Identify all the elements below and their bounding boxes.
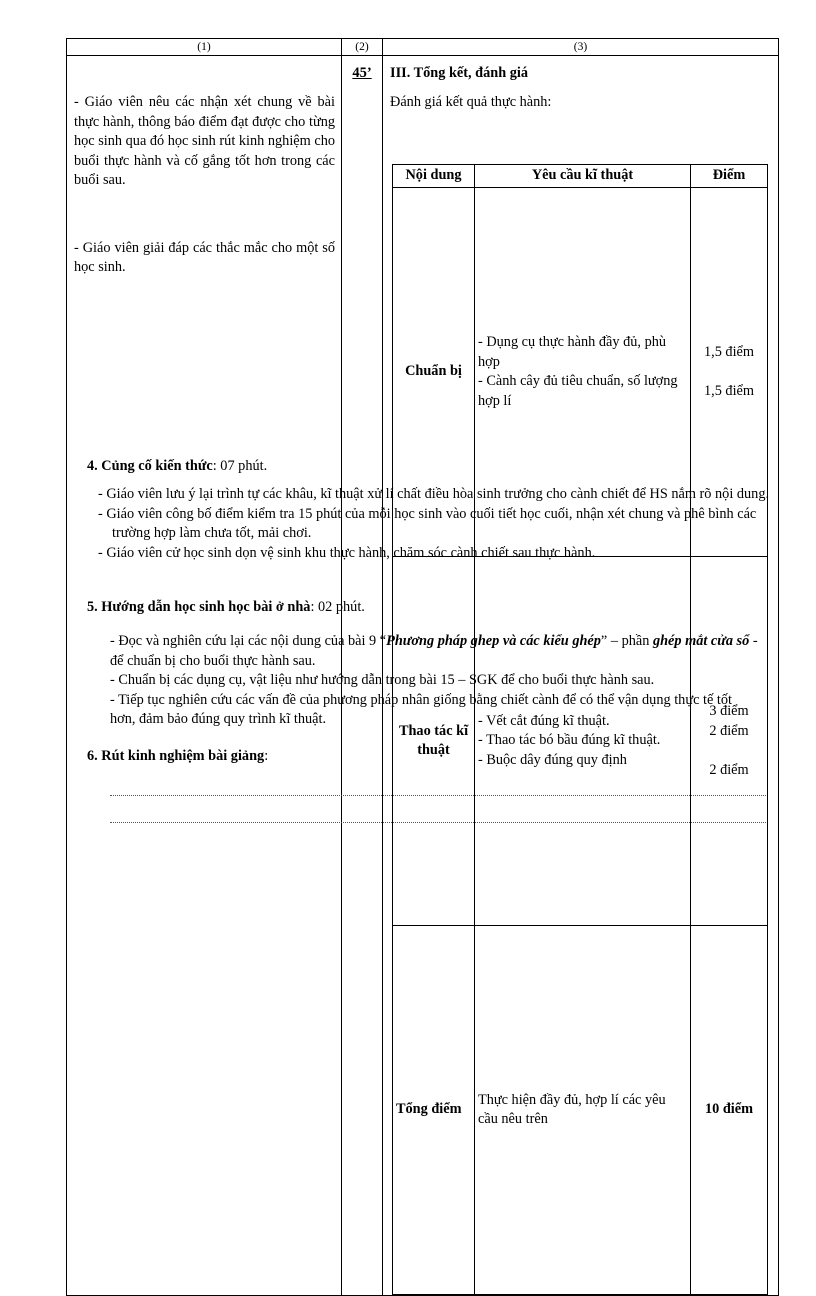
section-5-item-3: - Tiếp tục nghiên cứu các vấn đề của phương pháp nhân giống bằng chiết cành để có thể vận dụng thực tế tốt hơn, đảm bảo đúng quy trình kĩ thuật. bbox=[110, 691, 732, 727]
prep-label: Chuẩn bị bbox=[393, 188, 475, 557]
table-header-row bbox=[67, 39, 779, 56]
section-title: III. Tổng kết, đánh giá bbox=[390, 65, 528, 81]
rubric-header-requirement: Yêu cầu kĩ thuật bbox=[475, 165, 691, 188]
section-4-list bbox=[98, 485, 770, 563]
section-4-title: 4. Củng cố kiến thức bbox=[87, 458, 213, 474]
rubric-row-technique bbox=[393, 557, 768, 926]
answer-line bbox=[110, 822, 766, 823]
section-6-title: 6. Rút kinh nghiệm bài giảng bbox=[87, 748, 265, 764]
rubric-header-score: Điểm bbox=[691, 165, 768, 188]
time-value: 45’ bbox=[352, 65, 372, 81]
technique-scores bbox=[691, 557, 768, 926]
col-header-3: (3) bbox=[383, 39, 779, 56]
prep-req-1: - Dụng cụ thực hành đầy đủ, phù hợp bbox=[478, 334, 667, 370]
tech-score-2: 2 điểm bbox=[709, 722, 749, 739]
total-label: Tổng điểm bbox=[393, 926, 475, 1295]
item1-lesson-title: Phương pháp ghep và các kiểu ghép bbox=[386, 633, 601, 649]
section-5-title: 5. Hướng dẫn học sinh học bài ở nhà bbox=[87, 599, 311, 615]
prep-score-2: 1,5 điểm bbox=[703, 383, 755, 399]
col-header-1: (1) bbox=[67, 39, 342, 56]
teacher-activity-2: - Giáo viên giải đáp các thắc mắc cho một số học sinh. bbox=[74, 239, 335, 275]
section-4-item: - Giáo viên lưu ý lại trình tự các khâu, kĩ thuật xử lí chất điều hòa sinh trưởng cho cành chiết để HS nắm rõ nội dung. bbox=[98, 486, 770, 502]
rubric-table bbox=[392, 164, 768, 1295]
item1-part-name: ghép mắt cửa sổ bbox=[652, 633, 750, 649]
teacher-activity-1: - Giáo viên nêu các nhận xét chung về bài thực hành, thông báo điểm đạt được cho từng học sinh qua đó học sinh rút kinh nghiệm cho buổi thực hành và cố gắng tốt hơn trong các buổi sau. bbox=[74, 94, 335, 188]
tech-req-3: - Buộc dây đúng quy định bbox=[478, 751, 627, 768]
tech-req-2: - Thao tác bó bầu đúng kĩ thuật. bbox=[478, 732, 661, 749]
section-5-time: : 02 phút. bbox=[310, 599, 365, 615]
item1-text-a: - Đọc và nghiên cứu lại các nội dung của bài 9 “ bbox=[110, 633, 387, 649]
section-subtitle: Đánh giá kết quả thực hành: bbox=[390, 94, 552, 110]
item1-text-e: - để chuẩn bị cho buổi thực hành sau. bbox=[110, 633, 758, 669]
tech-score-3: 2 điểm bbox=[709, 761, 749, 778]
rubric-header-row bbox=[393, 165, 768, 188]
col-header-2: (2) bbox=[342, 39, 383, 56]
technique-requirements bbox=[475, 557, 691, 926]
section-4-item: - Giáo viên cử học sinh dọn vệ sinh khu thực hành, chăm sóc cành chiết sau thực hành. bbox=[98, 544, 596, 561]
technique-label: Thao tác kĩ thuật bbox=[393, 557, 475, 926]
item1-text-c: ” – phần bbox=[600, 633, 653, 649]
section-4-item: - Giáo viên công bố điểm kiểm tra 15 phút của mỗi học sinh vào cuối tiết học cuối, nhận xét chung và phê bình các trường hợp làm chưa tốt, mải chơi. bbox=[98, 505, 757, 541]
section-4-heading bbox=[87, 457, 267, 477]
total-requirement: Thực hiện đầy đủ, hợp lí các yêu cầu nêu trên bbox=[475, 926, 691, 1295]
tech-req-1: - Vết cắt đúng kĩ thuật. bbox=[478, 712, 610, 729]
rubric-row-total bbox=[393, 926, 768, 1295]
answer-line bbox=[110, 795, 766, 796]
tech-score-1: 3 điểm bbox=[709, 703, 749, 719]
section-5-list bbox=[110, 632, 758, 730]
section-5-item-1 bbox=[110, 632, 758, 671]
section-4-time: : 07 phút. bbox=[212, 458, 268, 474]
total-score: 10 điểm bbox=[691, 926, 768, 1295]
rubric-header-content: Nội dung bbox=[393, 165, 475, 188]
section-5-heading bbox=[87, 598, 365, 618]
prep-score-1: 1,5 điểm bbox=[703, 344, 755, 360]
section-5-item-2: - Chuẩn bị các dụng cụ, vật liệu như hướng dẫn trong bài 15 – SGK để cho buổi thực hành sau. bbox=[110, 672, 655, 688]
section-6-colon: : bbox=[264, 748, 269, 764]
prep-req-2: - Cành cây đủ tiêu chuẩn, số lượng hợp lí bbox=[478, 373, 678, 409]
section-6-heading bbox=[87, 747, 268, 767]
